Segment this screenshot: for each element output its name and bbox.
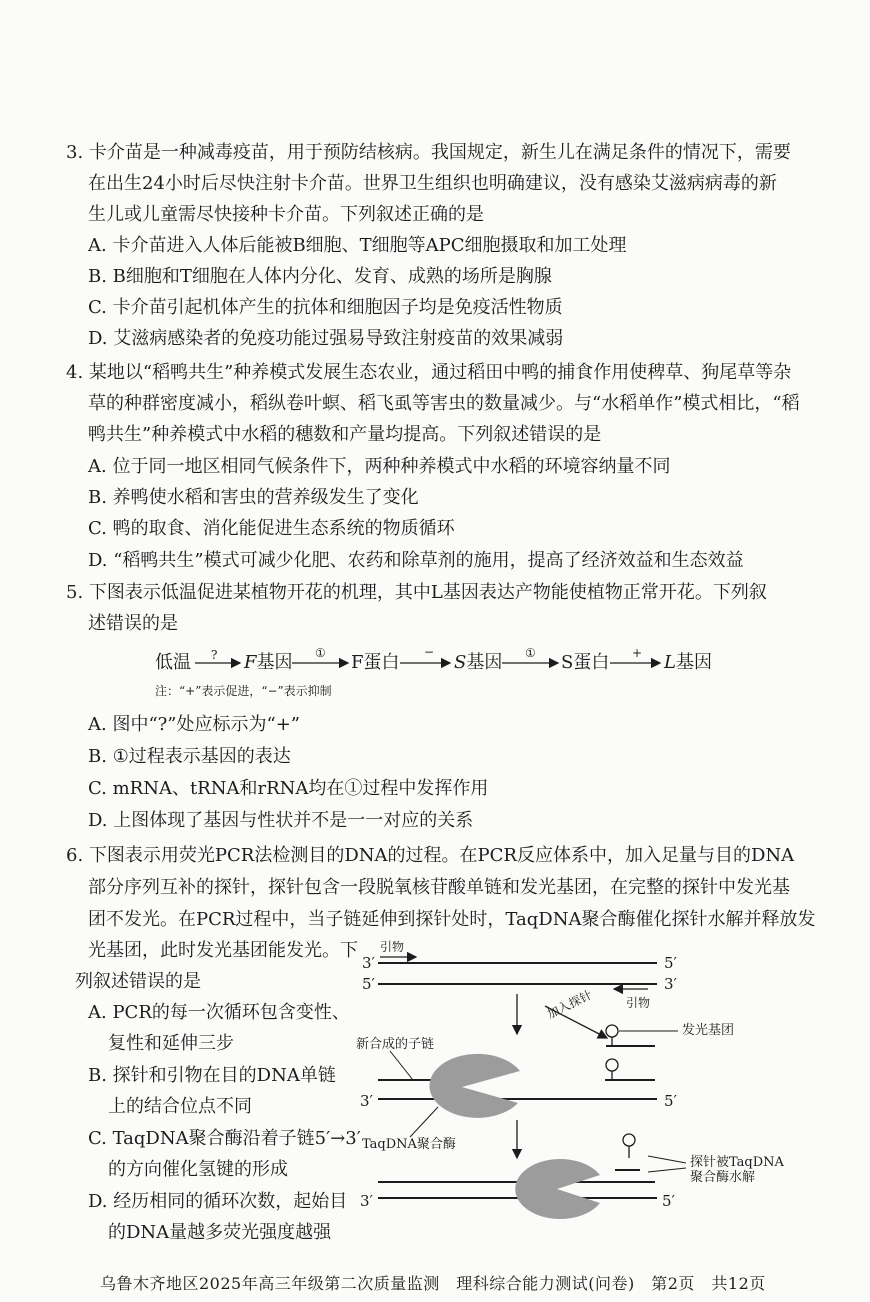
released-fluor-icon	[623, 1134, 635, 1146]
q6-option-b: B. 探针和引物在目的DNA单链	[88, 1065, 336, 1086]
flow-note: 注：“+”表示促进，“−”表示抑制	[155, 684, 332, 698]
q4-option-c: C. 鸭的取食、消化能促进生态系统的物质循环	[88, 518, 455, 539]
q3-stem-line-1: 3. 卡介苗是一种减毒疫苗，用于预防结核病。我国规定，新生儿在满足条件的情况下，需要	[66, 142, 791, 163]
taq-label-leader	[410, 1107, 438, 1137]
primer-bottom-label: 引物	[626, 996, 651, 1010]
flow-node-f-gene: F基因	[244, 652, 293, 673]
q6-stem-line-2: 部分序列互补的探针，探针包含一段脱氧核苷酸单链和发光基团，在完整的探针中发光基	[88, 877, 790, 898]
probe-hydrolyzed-label-1: 探针被TaqDNA	[690, 1155, 784, 1170]
q3-option-d: D. 艾滋病感染者的免疫功能过强易导致注射疫苗的效果减弱	[88, 328, 564, 349]
q5-option-c: C. mRNA、tRNA和rRNA均在①过程中发挥作用	[88, 778, 489, 799]
q6-stem-line-4: 光基团，此时发光基团能发光。下	[88, 940, 358, 961]
flow-node-l-gene: L基因	[664, 652, 712, 673]
q6-option-d: D. 经历相同的循环次数，起始目	[88, 1191, 348, 1212]
bottom-strand-right-end: 5′	[662, 1192, 675, 1210]
q4-option-d: D. “稻鸭共生”模式可减少化肥、农药和除草剂的施用，提高了经济效益和生态效益	[88, 550, 744, 571]
mid-strand-right-end: 5′	[664, 1092, 677, 1110]
q6-option-c: C. TaqDNA聚合酶沿着子链5′→3′	[88, 1128, 361, 1149]
mid-strand-left-end: 3′	[360, 1092, 373, 1110]
q3-stem-line-2: 在出生24小时后尽快注射卡介苗。世界卫生组织也明确建议，没有感染艾滋病病毒的新	[88, 173, 777, 194]
q6-stem-line-5: 列叙述错误的是	[75, 971, 201, 992]
flow-arrow-label-promote: +	[632, 646, 643, 660]
q5-option-b: B. ①过程表示基因的表达	[88, 746, 291, 767]
q6-stem-line-1: 6. 下图表示用荧光PCR法检测目的DNA的过程。在PCR反应体系中，加入足量与目的DNA	[66, 845, 795, 866]
bottom-strand-left-end: 3′	[360, 1192, 373, 1210]
q3-stem-line-3: 生儿或儿童需尽快接种卡介苗。下列叙述正确的是	[88, 204, 484, 225]
probe-hydrolyzed-label-2: 聚合酶水解	[690, 1170, 756, 1185]
primer-top-label: 引物	[380, 940, 405, 954]
top-strand-1-left-end: 3′	[362, 954, 375, 972]
flow-node-s-protein: S蛋白	[561, 652, 610, 673]
flow-arrow-label-inhibit: −	[424, 645, 435, 659]
q4-stem-line-2: 草的种群密度减小，稻纵卷叶螟、稻飞虱等害虫的数量减少。与“水稻单作”模式相比，“稻	[88, 393, 800, 414]
hydrolysis-leader-2	[648, 1168, 686, 1172]
add-probe-label: 加入探针	[544, 987, 595, 1022]
page-footer: 乌鲁木齐地区2025年高三年级第二次质量监测 理科综合能力测试(问卷) 第2页 共12页	[100, 1274, 766, 1293]
q6-option-b-cont: 上的结合位点不同	[108, 1096, 252, 1117]
q4-option-b: B. 养鸭使水稻和害虫的营养级发生了变化	[88, 487, 419, 508]
q5-option-a: A. 图中“?”处应标示为“+”	[88, 714, 300, 735]
q4-stem-line-3: 鸭共生”种养模式中水稻的穗数和产量均提高。下列叙述错误的是	[88, 424, 602, 445]
flow-arrow-label-question: ?	[211, 648, 218, 662]
fluor-group-bound-icon	[606, 1059, 618, 1071]
fluor-group-icon	[606, 1025, 618, 1037]
top-strand-1-right-end: 5′	[664, 954, 677, 972]
flow-arrow-label-expression-1: ①	[315, 646, 326, 660]
q4-option-a: A. 位于同一地区相同气候条件下，两种种养模式中水稻的环境容纳量不同	[88, 456, 671, 477]
q5-option-d: D. 上图体现了基因与性状并不是一一对应的关系	[88, 810, 474, 831]
q3-option-b: B. B细胞和T细胞在人体内分化、发育、成熟的场所是胸腺	[88, 266, 552, 287]
fluor-group-label: 发光基团	[682, 1023, 735, 1038]
q5-stem-line-1: 5. 下图表示低温促进某植物开花的机理，其中L基因表达产物能使植物正常开花。下列叙	[66, 582, 767, 603]
q6-option-c-cont: 的方向催化氢键的形成	[108, 1159, 288, 1180]
taq-enzyme-icon-1	[429, 1054, 520, 1118]
q4-stem-line-1: 4. 某地以“稻鸭共生”种养模式发展生态农业，通过稻田中鸭的捕食作用使稗草、狗尾草等杂	[66, 362, 792, 383]
q6-option-d-cont: 的DNA量越多荧光强度越强	[108, 1222, 332, 1243]
q3-option-a: A. 卡介苗进入人体后能被B细胞、T细胞等APC细胞摄取和加工处理	[88, 235, 627, 256]
top-strand-2-left-end: 5′	[362, 975, 375, 993]
top-strand-2-right-end: 3′	[664, 975, 677, 993]
new-chain-label: 新合成的子链	[356, 1037, 435, 1052]
hydrolysis-leader-1	[648, 1156, 686, 1163]
q6-option-a-cont: 复性和延伸三步	[108, 1033, 234, 1054]
new-chain-leader	[390, 1051, 413, 1080]
q6-stem-line-3: 团不发光。在PCR过程中，当子链延伸到探针处时，TaqDNA聚合酶催化探针水解并释放发	[88, 909, 816, 930]
taq-enzyme-icon-2	[515, 1159, 600, 1219]
q5-stem-line-2: 述错误的是	[88, 613, 178, 634]
flow-arrow-label-expression-2: ①	[525, 646, 536, 660]
taq-polymerase-label: TaqDNA聚合酶	[362, 1137, 456, 1152]
flow-node-cold: 低温	[155, 652, 191, 673]
q6-option-a: A. PCR的每一次循环包含变性、	[88, 1002, 350, 1023]
flow-node-f-protein: F蛋白	[351, 652, 400, 673]
q3-option-c: C. 卡介苗引起机体产生的抗体和细胞因子均是免疫活性物质	[88, 297, 563, 318]
flow-node-s-gene: S基因	[454, 652, 503, 673]
